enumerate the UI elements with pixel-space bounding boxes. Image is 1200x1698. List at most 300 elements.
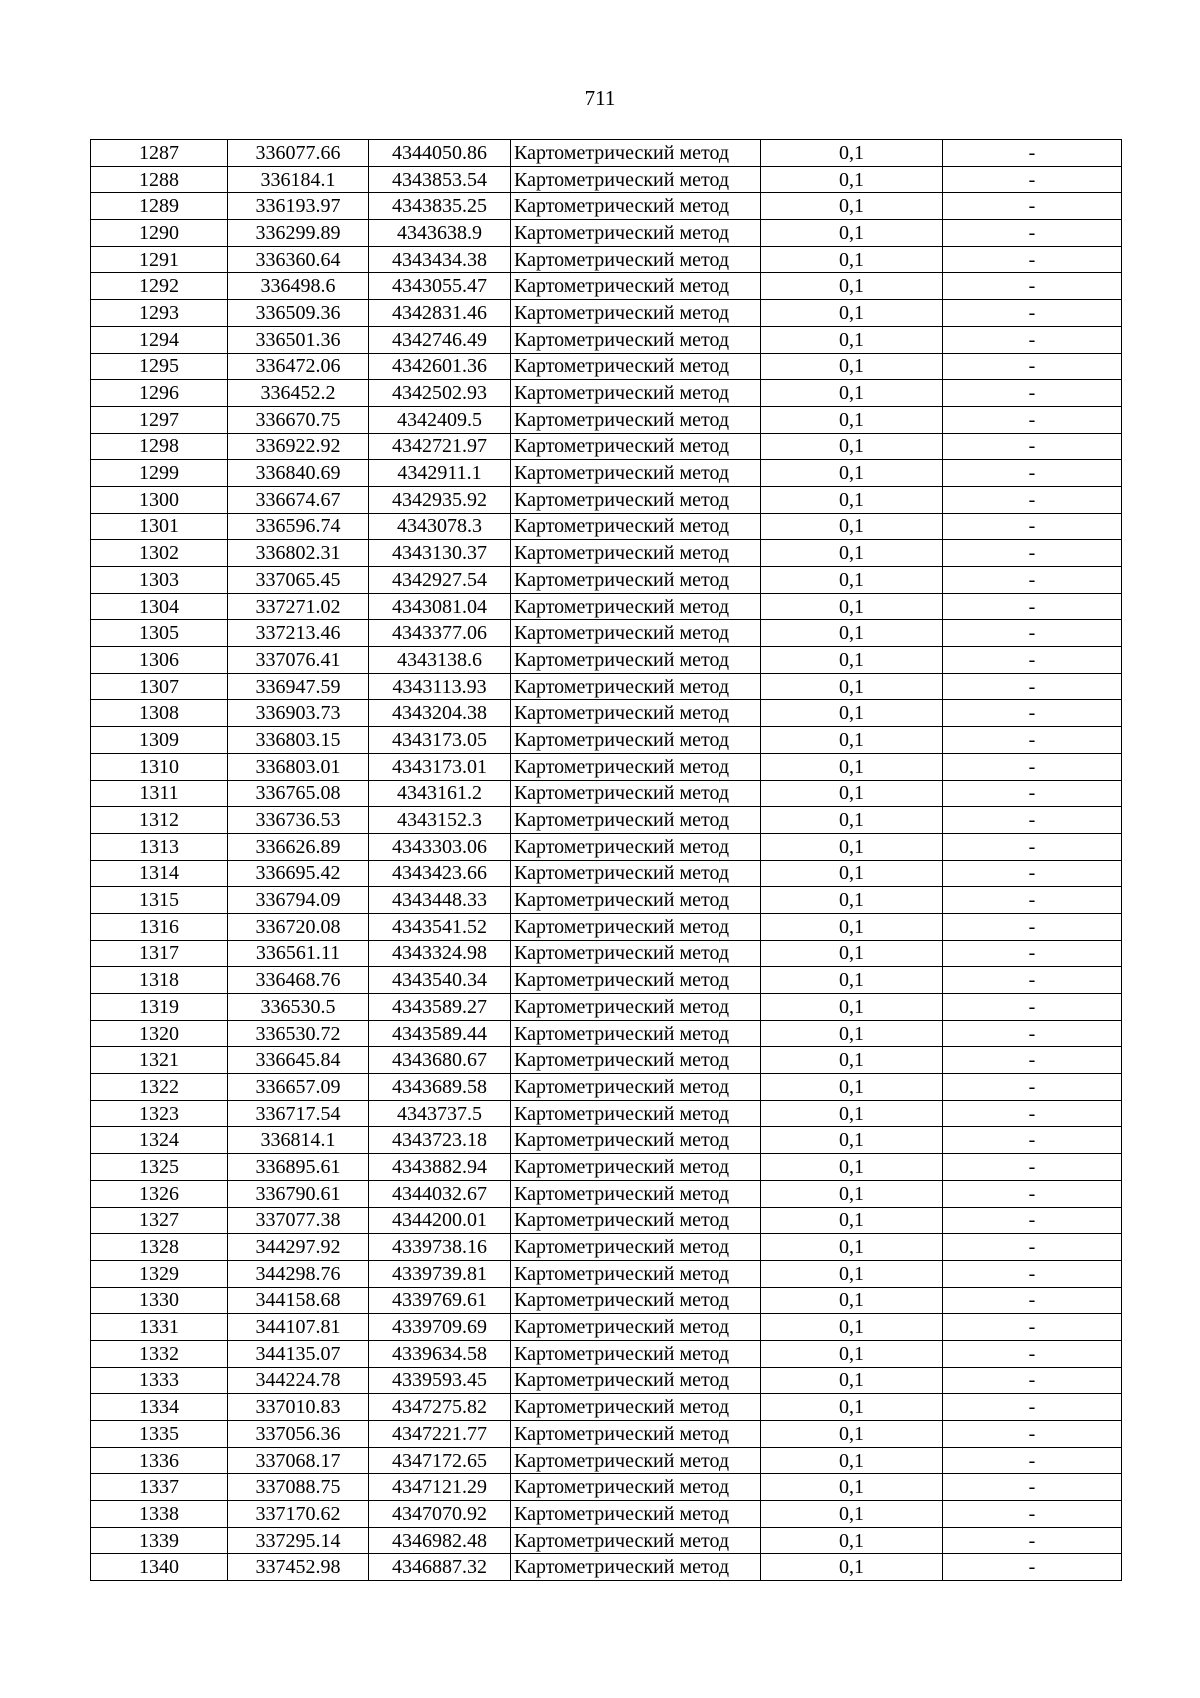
y-coordinate-cell: 4343113.93: [369, 673, 511, 700]
note-cell: -: [943, 1554, 1122, 1581]
x-coordinate-cell: 336947.59: [228, 673, 369, 700]
note-cell: -: [943, 140, 1122, 167]
y-coordinate-cell: 4343138.6: [369, 647, 511, 674]
method-cell: Картометрический метод: [511, 860, 761, 887]
x-coordinate-cell: 344298.76: [228, 1260, 369, 1287]
table-row: [91, 406, 1122, 433]
y-coordinate-cell: 4342831.46: [369, 300, 511, 327]
method-cell: Картометрический метод: [511, 513, 761, 540]
note-cell: -: [943, 1474, 1122, 1501]
table-row: [91, 647, 1122, 674]
y-coordinate-cell: 4343541.52: [369, 913, 511, 940]
x-coordinate-cell: 336802.31: [228, 540, 369, 567]
note-cell: -: [943, 1234, 1122, 1261]
y-coordinate-cell: 4343835.25: [369, 193, 511, 220]
accuracy-cell: 0,1: [761, 486, 943, 513]
note-cell: -: [943, 913, 1122, 940]
method-cell: Картометрический метод: [511, 807, 761, 834]
x-coordinate-cell: 336765.08: [228, 780, 369, 807]
accuracy-cell: 0,1: [761, 1234, 943, 1261]
x-coordinate-cell: 337088.75: [228, 1474, 369, 1501]
point-number-cell: 1319: [91, 994, 228, 1021]
table-row: [91, 994, 1122, 1021]
method-cell: Картометрический метод: [511, 1314, 761, 1341]
point-number-cell: 1299: [91, 460, 228, 487]
method-cell: Картометрический метод: [511, 1394, 761, 1421]
accuracy-cell: 0,1: [761, 460, 943, 487]
x-coordinate-cell: 336561.11: [228, 940, 369, 967]
point-number-cell: 1335: [91, 1421, 228, 1448]
table-row: [91, 780, 1122, 807]
note-cell: -: [943, 967, 1122, 994]
table-row: [91, 486, 1122, 513]
y-coordinate-cell: 4343204.38: [369, 700, 511, 727]
table-row: [91, 567, 1122, 594]
method-cell: Картометрический метод: [511, 353, 761, 380]
y-coordinate-cell: 4347121.29: [369, 1474, 511, 1501]
point-number-cell: 1298: [91, 433, 228, 460]
point-number-cell: 1302: [91, 540, 228, 567]
accuracy-cell: 0,1: [761, 326, 943, 353]
table-row: [91, 1367, 1122, 1394]
y-coordinate-cell: 4343303.06: [369, 833, 511, 860]
table-row: [91, 620, 1122, 647]
x-coordinate-cell: 337295.14: [228, 1527, 369, 1554]
table-row: [91, 273, 1122, 300]
x-coordinate-cell: 337068.17: [228, 1447, 369, 1474]
note-cell: -: [943, 807, 1122, 834]
accuracy-cell: 0,1: [761, 967, 943, 994]
point-number-cell: 1306: [91, 647, 228, 674]
method-cell: Картометрический метод: [511, 1554, 761, 1581]
page-number: 711: [584, 86, 616, 110]
x-coordinate-cell: 336903.73: [228, 700, 369, 727]
y-coordinate-cell: 4343055.47: [369, 273, 511, 300]
note-cell: -: [943, 1074, 1122, 1101]
y-coordinate-cell: 4342721.97: [369, 433, 511, 460]
method-cell: Картометрический метод: [511, 1047, 761, 1074]
x-coordinate-cell: 336360.64: [228, 246, 369, 273]
table-row: [91, 140, 1122, 167]
note-cell: -: [943, 220, 1122, 247]
method-cell: Картометрический метод: [511, 620, 761, 647]
accuracy-cell: 0,1: [761, 1287, 943, 1314]
table-row: [91, 193, 1122, 220]
method-cell: Картометрический метод: [511, 140, 761, 167]
accuracy-cell: 0,1: [761, 1447, 943, 1474]
note-cell: -: [943, 1421, 1122, 1448]
table-row: [91, 433, 1122, 460]
x-coordinate-cell: 336626.89: [228, 833, 369, 860]
point-number-cell: 1339: [91, 1527, 228, 1554]
method-cell: Картометрический метод: [511, 673, 761, 700]
table-row: [91, 1527, 1122, 1554]
table-row: [91, 1260, 1122, 1287]
point-number-cell: 1329: [91, 1260, 228, 1287]
x-coordinate-cell: 336794.09: [228, 887, 369, 914]
note-cell: -: [943, 300, 1122, 327]
accuracy-cell: 0,1: [761, 780, 943, 807]
table-row: [91, 1340, 1122, 1367]
table-row: [91, 220, 1122, 247]
note-cell: -: [943, 380, 1122, 407]
x-coordinate-cell: 336695.42: [228, 860, 369, 887]
point-number-cell: 1336: [91, 1447, 228, 1474]
x-coordinate-cell: 336077.66: [228, 140, 369, 167]
x-coordinate-cell: 337065.45: [228, 567, 369, 594]
x-coordinate-cell: 344158.68: [228, 1287, 369, 1314]
y-coordinate-cell: 4343423.66: [369, 860, 511, 887]
table-row: [91, 727, 1122, 754]
method-cell: Картометрический метод: [511, 1421, 761, 1448]
point-number-cell: 1332: [91, 1340, 228, 1367]
note-cell: -: [943, 647, 1122, 674]
table-row: [91, 807, 1122, 834]
accuracy-cell: 0,1: [761, 1260, 943, 1287]
table-row: [91, 673, 1122, 700]
note-cell: -: [943, 326, 1122, 353]
x-coordinate-cell: 336720.08: [228, 913, 369, 940]
method-cell: Картометрический метод: [511, 1100, 761, 1127]
table-row: [91, 380, 1122, 407]
method-cell: Картометрический метод: [511, 940, 761, 967]
note-cell: -: [943, 1154, 1122, 1181]
point-number-cell: 1290: [91, 220, 228, 247]
accuracy-cell: 0,1: [761, 700, 943, 727]
method-cell: Картометрический метод: [511, 1127, 761, 1154]
accuracy-cell: 0,1: [761, 406, 943, 433]
accuracy-cell: 0,1: [761, 273, 943, 300]
note-cell: -: [943, 1260, 1122, 1287]
table-row: [91, 967, 1122, 994]
x-coordinate-cell: 336803.15: [228, 727, 369, 754]
table-row: [91, 1234, 1122, 1261]
accuracy-cell: 0,1: [761, 193, 943, 220]
table-row: [91, 1554, 1122, 1581]
accuracy-cell: 0,1: [761, 1394, 943, 1421]
y-coordinate-cell: 4339739.81: [369, 1260, 511, 1287]
method-cell: Картометрический метод: [511, 1180, 761, 1207]
y-coordinate-cell: 4343081.04: [369, 593, 511, 620]
table-row: [91, 1154, 1122, 1181]
accuracy-cell: 0,1: [761, 220, 943, 247]
point-number-cell: 1312: [91, 807, 228, 834]
note-cell: -: [943, 1394, 1122, 1421]
accuracy-cell: 0,1: [761, 433, 943, 460]
method-cell: Картометрический метод: [511, 246, 761, 273]
point-number-cell: 1334: [91, 1394, 228, 1421]
point-number-cell: 1291: [91, 246, 228, 273]
accuracy-cell: 0,1: [761, 727, 943, 754]
accuracy-cell: 0,1: [761, 1207, 943, 1234]
y-coordinate-cell: 4343434.38: [369, 246, 511, 273]
y-coordinate-cell: 4342409.5: [369, 406, 511, 433]
table-row: [91, 460, 1122, 487]
method-cell: Картометрический метод: [511, 753, 761, 780]
accuracy-cell: 0,1: [761, 140, 943, 167]
table-row: [91, 1074, 1122, 1101]
x-coordinate-cell: 336645.84: [228, 1047, 369, 1074]
method-cell: Картометрический метод: [511, 887, 761, 914]
method-cell: Картометрический метод: [511, 193, 761, 220]
x-coordinate-cell: 337213.46: [228, 620, 369, 647]
x-coordinate-cell: 336596.74: [228, 513, 369, 540]
y-coordinate-cell: 4342911.1: [369, 460, 511, 487]
table-body: [91, 140, 1122, 1581]
table-row: [91, 300, 1122, 327]
method-cell: Картометрический метод: [511, 567, 761, 594]
method-cell: Картометрический метод: [511, 273, 761, 300]
table-row: [91, 166, 1122, 193]
point-number-cell: 1337: [91, 1474, 228, 1501]
point-number-cell: 1317: [91, 940, 228, 967]
note-cell: -: [943, 1314, 1122, 1341]
accuracy-cell: 0,1: [761, 1074, 943, 1101]
x-coordinate-cell: 336736.53: [228, 807, 369, 834]
note-cell: -: [943, 700, 1122, 727]
y-coordinate-cell: 4347275.82: [369, 1394, 511, 1421]
method-cell: Картометрический метод: [511, 1207, 761, 1234]
note-cell: -: [943, 433, 1122, 460]
note-cell: -: [943, 860, 1122, 887]
point-number-cell: 1289: [91, 193, 228, 220]
x-coordinate-cell: 344224.78: [228, 1367, 369, 1394]
point-number-cell: 1315: [91, 887, 228, 914]
accuracy-cell: 0,1: [761, 620, 943, 647]
accuracy-cell: 0,1: [761, 246, 943, 273]
accuracy-cell: 0,1: [761, 1340, 943, 1367]
accuracy-cell: 0,1: [761, 300, 943, 327]
x-coordinate-cell: 336472.06: [228, 353, 369, 380]
method-cell: Картометрический метод: [511, 166, 761, 193]
note-cell: -: [943, 1180, 1122, 1207]
accuracy-cell: 0,1: [761, 647, 943, 674]
note-cell: -: [943, 166, 1122, 193]
x-coordinate-cell: 336184.1: [228, 166, 369, 193]
note-cell: -: [943, 780, 1122, 807]
table-row: [91, 700, 1122, 727]
table-row: [91, 540, 1122, 567]
note-cell: -: [943, 246, 1122, 273]
point-number-cell: 1314: [91, 860, 228, 887]
y-coordinate-cell: 4343161.2: [369, 780, 511, 807]
method-cell: Картометрический метод: [511, 1447, 761, 1474]
y-coordinate-cell: 4343324.98: [369, 940, 511, 967]
accuracy-cell: 0,1: [761, 513, 943, 540]
method-cell: Картометрический метод: [511, 486, 761, 513]
x-coordinate-cell: 344297.92: [228, 1234, 369, 1261]
note-cell: -: [943, 540, 1122, 567]
accuracy-cell: 0,1: [761, 166, 943, 193]
accuracy-cell: 0,1: [761, 994, 943, 1021]
table-row: [91, 326, 1122, 353]
x-coordinate-cell: 337271.02: [228, 593, 369, 620]
point-number-cell: 1294: [91, 326, 228, 353]
table-row: [91, 833, 1122, 860]
note-cell: -: [943, 887, 1122, 914]
table-row: [91, 353, 1122, 380]
y-coordinate-cell: 4339634.58: [369, 1340, 511, 1367]
accuracy-cell: 0,1: [761, 1100, 943, 1127]
accuracy-cell: 0,1: [761, 353, 943, 380]
method-cell: Картометрический метод: [511, 833, 761, 860]
point-number-cell: 1301: [91, 513, 228, 540]
method-cell: Картометрический метод: [511, 1474, 761, 1501]
table-row: [91, 1394, 1122, 1421]
y-coordinate-cell: 4342927.54: [369, 567, 511, 594]
note-cell: -: [943, 994, 1122, 1021]
table-row: [91, 593, 1122, 620]
method-cell: Картометрический метод: [511, 1260, 761, 1287]
accuracy-cell: 0,1: [761, 1501, 943, 1528]
x-coordinate-cell: 336530.72: [228, 1020, 369, 1047]
method-cell: Картометрический метод: [511, 967, 761, 994]
point-number-cell: 1328: [91, 1234, 228, 1261]
point-number-cell: 1304: [91, 593, 228, 620]
x-coordinate-cell: 336895.61: [228, 1154, 369, 1181]
point-number-cell: 1308: [91, 700, 228, 727]
method-cell: Картометрический метод: [511, 1501, 761, 1528]
method-cell: Картометрический метод: [511, 406, 761, 433]
table-row: [91, 1180, 1122, 1207]
point-number-cell: 1295: [91, 353, 228, 380]
table-row: [91, 860, 1122, 887]
x-coordinate-cell: 336657.09: [228, 1074, 369, 1101]
note-cell: -: [943, 273, 1122, 300]
method-cell: Картометрический метод: [511, 647, 761, 674]
y-coordinate-cell: 4343540.34: [369, 967, 511, 994]
method-cell: Картометрический метод: [511, 1234, 761, 1261]
method-cell: Картометрический метод: [511, 1074, 761, 1101]
note-cell: -: [943, 1100, 1122, 1127]
note-cell: -: [943, 1127, 1122, 1154]
y-coordinate-cell: 4344050.86: [369, 140, 511, 167]
point-number-cell: 1333: [91, 1367, 228, 1394]
method-cell: Картометрический метод: [511, 433, 761, 460]
accuracy-cell: 0,1: [761, 567, 943, 594]
table-row: [91, 887, 1122, 914]
x-coordinate-cell: 336717.54: [228, 1100, 369, 1127]
table-row: [91, 1020, 1122, 1047]
x-coordinate-cell: 336674.67: [228, 486, 369, 513]
point-number-cell: 1338: [91, 1501, 228, 1528]
point-number-cell: 1297: [91, 406, 228, 433]
table-row: [91, 1421, 1122, 1448]
x-coordinate-cell: 336803.01: [228, 753, 369, 780]
y-coordinate-cell: 4347070.92: [369, 1501, 511, 1528]
point-number-cell: 1292: [91, 273, 228, 300]
accuracy-cell: 0,1: [761, 540, 943, 567]
y-coordinate-cell: 4343589.44: [369, 1020, 511, 1047]
coordinates-table: [90, 139, 1122, 1581]
x-coordinate-cell: 336501.36: [228, 326, 369, 353]
point-number-cell: 1327: [91, 1207, 228, 1234]
accuracy-cell: 0,1: [761, 753, 943, 780]
note-cell: -: [943, 833, 1122, 860]
table-row: [91, 1474, 1122, 1501]
y-coordinate-cell: 4342935.92: [369, 486, 511, 513]
x-coordinate-cell: 336670.75: [228, 406, 369, 433]
point-number-cell: 1331: [91, 1314, 228, 1341]
point-number-cell: 1318: [91, 967, 228, 994]
note-cell: -: [943, 353, 1122, 380]
accuracy-cell: 0,1: [761, 1527, 943, 1554]
y-coordinate-cell: 4343680.67: [369, 1047, 511, 1074]
y-coordinate-cell: 4343737.5: [369, 1100, 511, 1127]
point-number-cell: 1288: [91, 166, 228, 193]
note-cell: -: [943, 1287, 1122, 1314]
method-cell: Картометрический метод: [511, 913, 761, 940]
note-cell: -: [943, 513, 1122, 540]
method-cell: Картометрический метод: [511, 593, 761, 620]
x-coordinate-cell: 336840.69: [228, 460, 369, 487]
x-coordinate-cell: 337077.38: [228, 1207, 369, 1234]
method-cell: Картометрический метод: [511, 780, 761, 807]
method-cell: Картометрический метод: [511, 1287, 761, 1314]
y-coordinate-cell: 4343078.3: [369, 513, 511, 540]
accuracy-cell: 0,1: [761, 673, 943, 700]
accuracy-cell: 0,1: [761, 833, 943, 860]
point-number-cell: 1321: [91, 1047, 228, 1074]
y-coordinate-cell: 4343173.01: [369, 753, 511, 780]
method-cell: Картометрический метод: [511, 1154, 761, 1181]
y-coordinate-cell: 4343377.06: [369, 620, 511, 647]
point-number-cell: 1326: [91, 1180, 228, 1207]
point-number-cell: 1325: [91, 1154, 228, 1181]
x-coordinate-cell: 336922.92: [228, 433, 369, 460]
method-cell: Картометрический метод: [511, 300, 761, 327]
table-row: [91, 1207, 1122, 1234]
note-cell: -: [943, 1020, 1122, 1047]
point-number-cell: 1305: [91, 620, 228, 647]
point-number-cell: 1300: [91, 486, 228, 513]
accuracy-cell: 0,1: [761, 1554, 943, 1581]
y-coordinate-cell: 4343853.54: [369, 166, 511, 193]
y-coordinate-cell: 4346982.48: [369, 1527, 511, 1554]
point-number-cell: 1320: [91, 1020, 228, 1047]
x-coordinate-cell: 337076.41: [228, 647, 369, 674]
point-number-cell: 1293: [91, 300, 228, 327]
note-cell: -: [943, 593, 1122, 620]
note-cell: -: [943, 1501, 1122, 1528]
method-cell: Картометрический метод: [511, 460, 761, 487]
note-cell: -: [943, 1207, 1122, 1234]
accuracy-cell: 0,1: [761, 1180, 943, 1207]
x-coordinate-cell: 336498.6: [228, 273, 369, 300]
note-cell: -: [943, 620, 1122, 647]
table-row: [91, 913, 1122, 940]
y-coordinate-cell: 4343723.18: [369, 1127, 511, 1154]
accuracy-cell: 0,1: [761, 1367, 943, 1394]
table-row: [91, 1127, 1122, 1154]
method-cell: Картометрический метод: [511, 727, 761, 754]
x-coordinate-cell: 336193.97: [228, 193, 369, 220]
y-coordinate-cell: 4343130.37: [369, 540, 511, 567]
accuracy-cell: 0,1: [761, 1154, 943, 1181]
point-number-cell: 1296: [91, 380, 228, 407]
table-row: [91, 1501, 1122, 1528]
accuracy-cell: 0,1: [761, 380, 943, 407]
method-cell: Картометрический метод: [511, 540, 761, 567]
point-number-cell: 1310: [91, 753, 228, 780]
x-coordinate-cell: 336452.2: [228, 380, 369, 407]
method-cell: Картометрический метод: [511, 1340, 761, 1367]
y-coordinate-cell: 4342502.93: [369, 380, 511, 407]
point-number-cell: 1330: [91, 1287, 228, 1314]
table-row: [91, 1287, 1122, 1314]
method-cell: Картометрический метод: [511, 326, 761, 353]
note-cell: -: [943, 727, 1122, 754]
